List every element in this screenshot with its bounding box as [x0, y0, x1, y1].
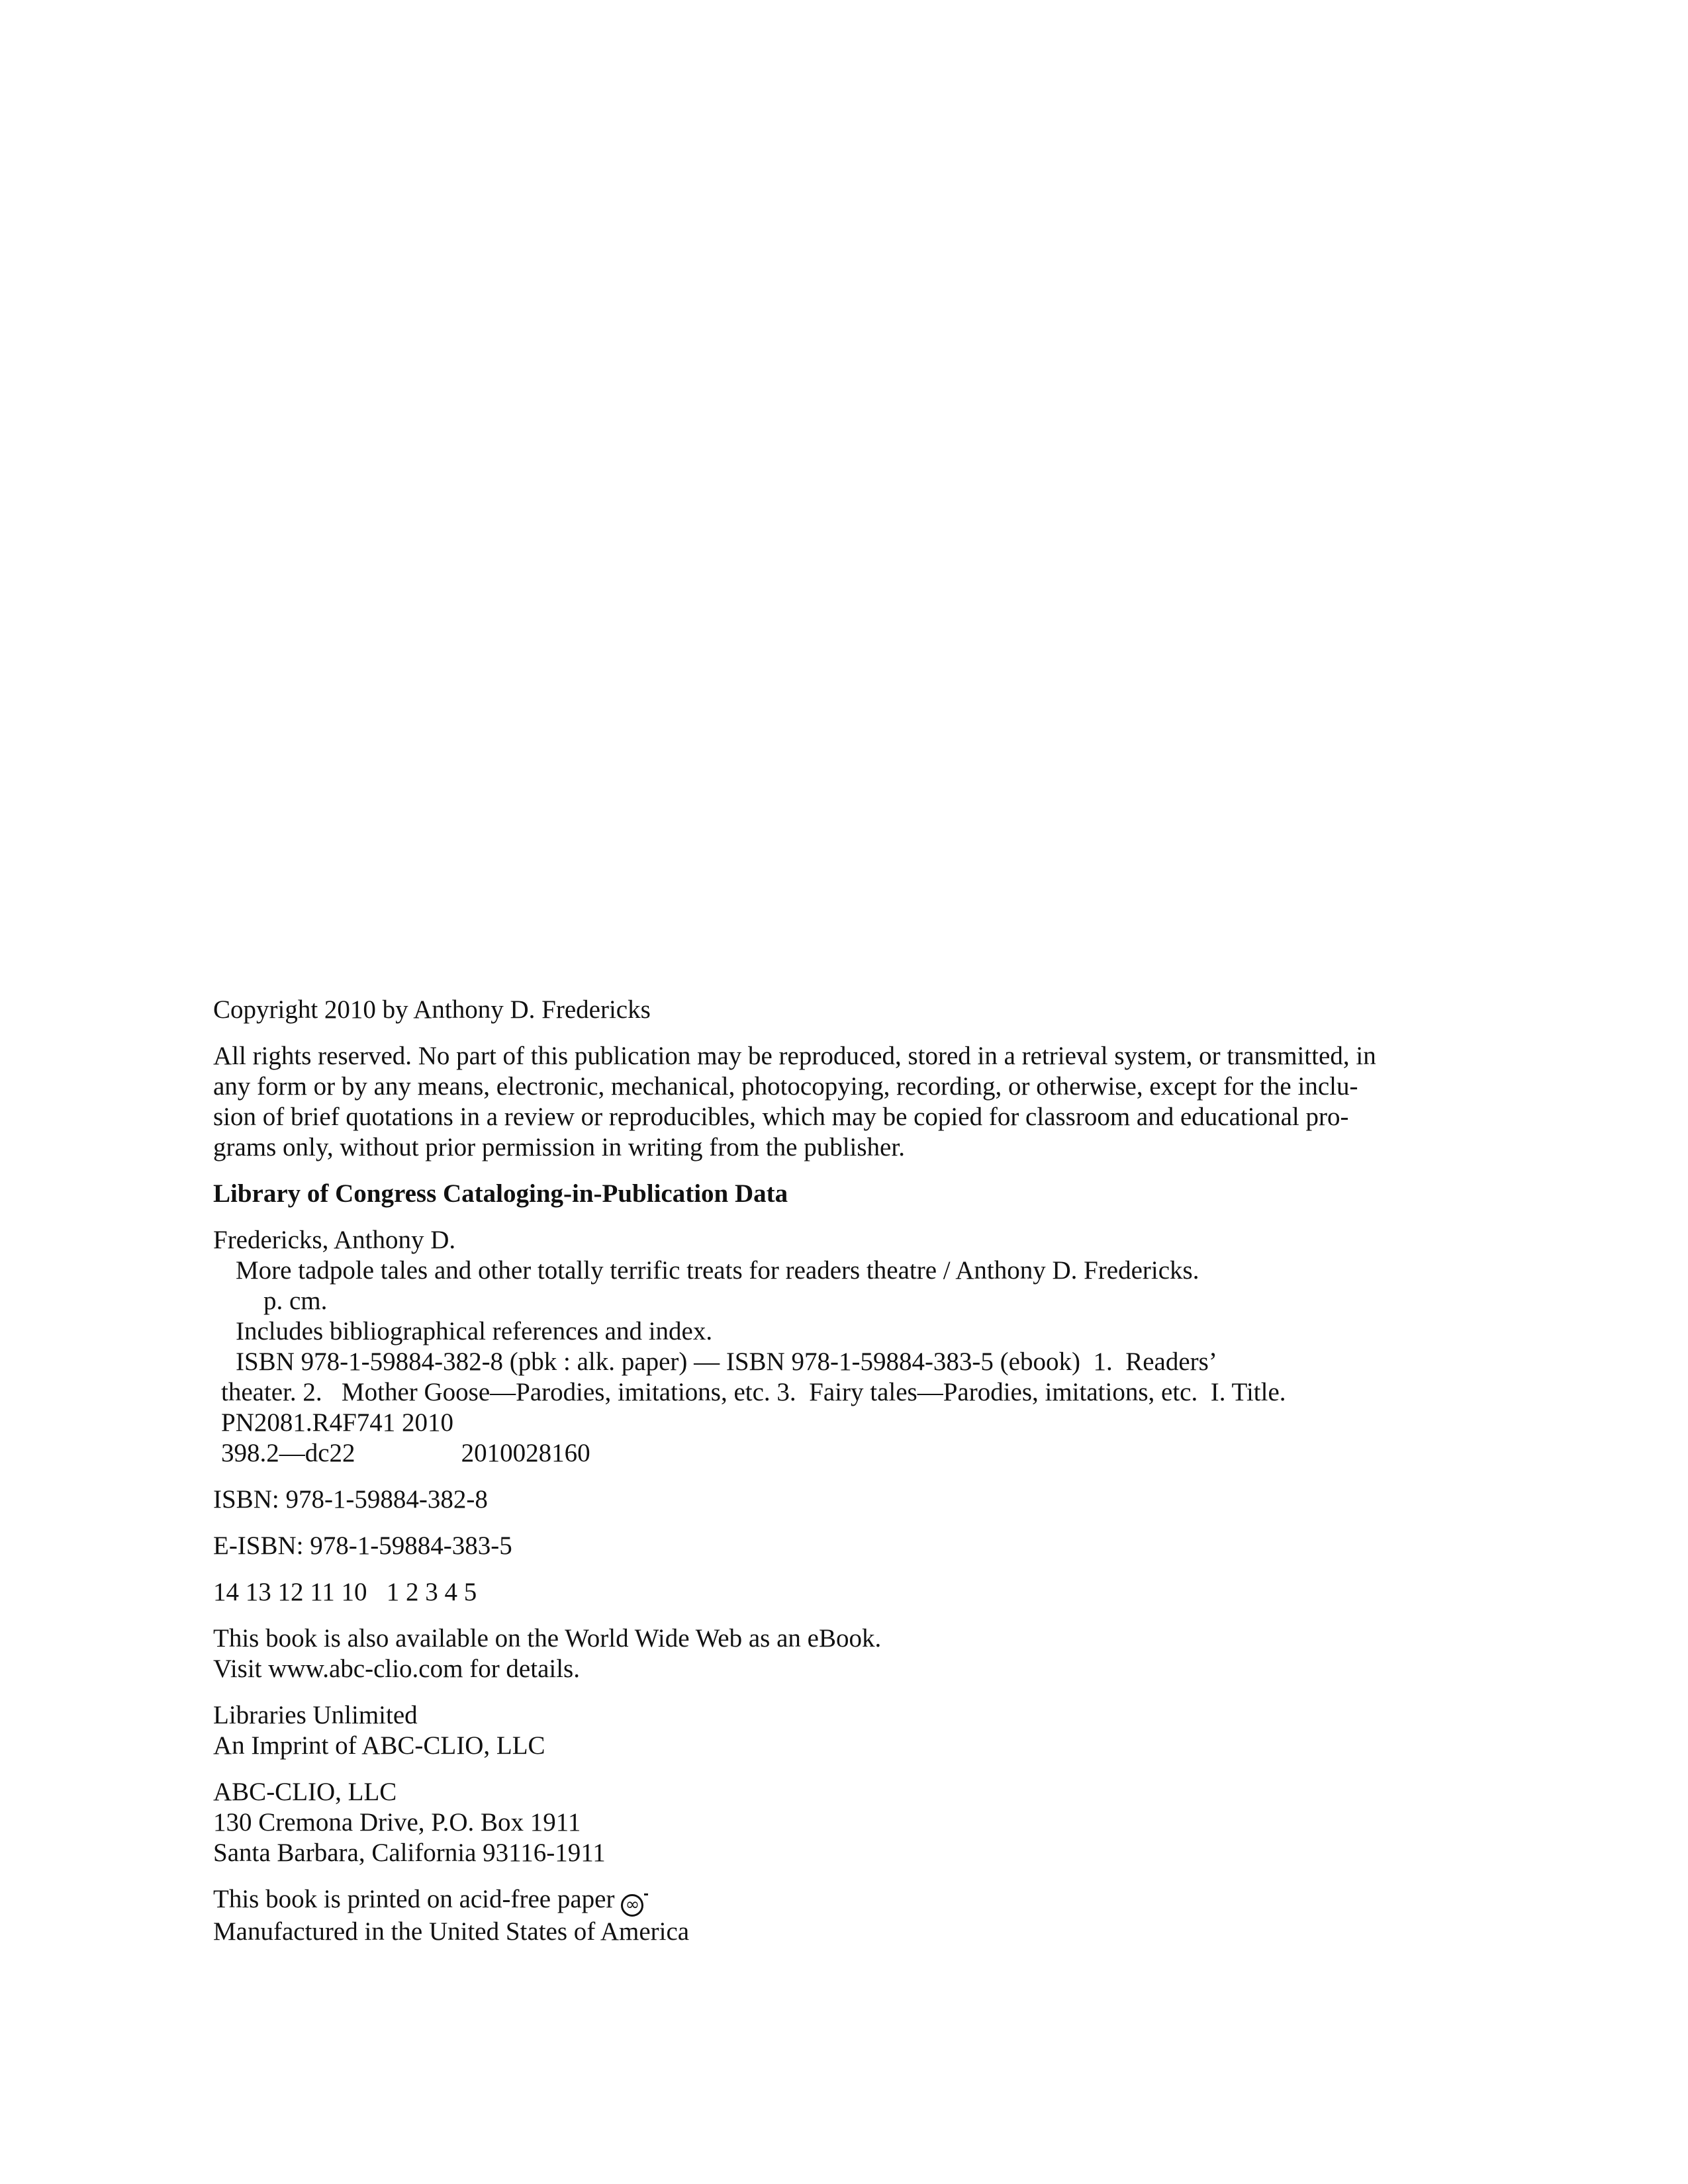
rights-line-4: grams only, without prior permission in writing from the publisher. — [213, 1133, 905, 1161]
ebook-notice — [213, 1623, 1471, 1684]
cip-pages: p. cm. — [263, 1287, 328, 1315]
cip-heading-block — [213, 1179, 1471, 1209]
copyright-page — [213, 995, 1471, 1963]
imprint-block — [213, 1700, 1471, 1761]
copyright-notice — [213, 995, 1471, 1025]
ebook-line-1: This book is also available on the World Wide Web as an eBook. — [213, 1624, 882, 1653]
imprint-parent: An Imprint of ABC-CLIO, LLC — [213, 1731, 545, 1760]
acid-free-line — [213, 1884, 1471, 1917]
cip-isbn-line: ISBN 978-1-59884-382-8 (pbk : alk. paper) — ISBN 978-1-59884-383-5 (ebook) 1. Readers’ — [236, 1347, 1217, 1376]
rights-paragraph — [213, 1041, 1471, 1163]
rights-line-3: sion of brief quotations in a review or reproducibles, which may be copied for classroom and educational pro- — [213, 1103, 1349, 1131]
cip-includes: Includes bibliographical references and index. — [236, 1317, 713, 1345]
copyright-line: Copyright 2010 by Anthony D. Fredericks — [213, 995, 651, 1024]
ebook-line-2: Visit www.abc-clio.com for details. — [213, 1655, 580, 1683]
cip-subjects-line: theater. 2. Mother Goose—Parodies, imitations, etc. 3. Fairy tales—Parodies, imitations, etc. I. Title. — [221, 1378, 1286, 1406]
rights-line-2: any form or by any means, electronic, mechanical, photocopying, recording, or otherwise, except for the inclu- — [213, 1072, 1358, 1101]
publisher-address — [213, 1777, 1471, 1868]
eisbn-block — [213, 1531, 1471, 1561]
cip-lccn: 2010028160 — [461, 1439, 590, 1467]
cip-heading: Library of Congress Cataloging-in-Publication Data — [213, 1179, 788, 1208]
isbn-block — [213, 1484, 1471, 1515]
cip-lc-call-number: PN2081.R4F741 2010 — [221, 1408, 454, 1437]
cip-author: Fredericks, Anthony D. — [213, 1226, 456, 1254]
paper-notice — [213, 1884, 1471, 1947]
imprint-name: Libraries Unlimited — [213, 1701, 418, 1729]
cip-record — [213, 1225, 1471, 1469]
publisher-address-line-2: Santa Barbara, California 93116-1911 — [213, 1839, 606, 1867]
cip-classification-line — [213, 1438, 1471, 1469]
printing-line-block — [213, 1577, 1471, 1608]
eisbn: E-ISBN: 978-1-59884-383-5 — [213, 1531, 512, 1560]
acid-free-text: This book is printed on acid-free paper — [213, 1885, 615, 1913]
cip-dewey: 398.2—dc22 — [221, 1439, 355, 1467]
acid-free-paper-icon: ∞ — [621, 1894, 643, 1917]
rights-line-1: All rights reserved. No part of this publication may be reproduced, stored in a retrieval system, or transmitted, in — [213, 1042, 1376, 1070]
cip-title: More tadpole tales and other totally terrific treats for readers theatre / Anthony D. Fredericks. — [236, 1256, 1199, 1285]
publisher-address-line-1: 130 Cremona Drive, P.O. Box 1911 — [213, 1808, 581, 1837]
isbn: ISBN: 978-1-59884-382-8 — [213, 1485, 488, 1514]
publisher-name: ABC-CLIO, LLC — [213, 1778, 397, 1806]
manufactured-line: Manufactured in the United States of America — [213, 1917, 690, 1946]
printing-line: 14 13 12 11 10 1 2 3 4 5 — [213, 1578, 477, 1606]
